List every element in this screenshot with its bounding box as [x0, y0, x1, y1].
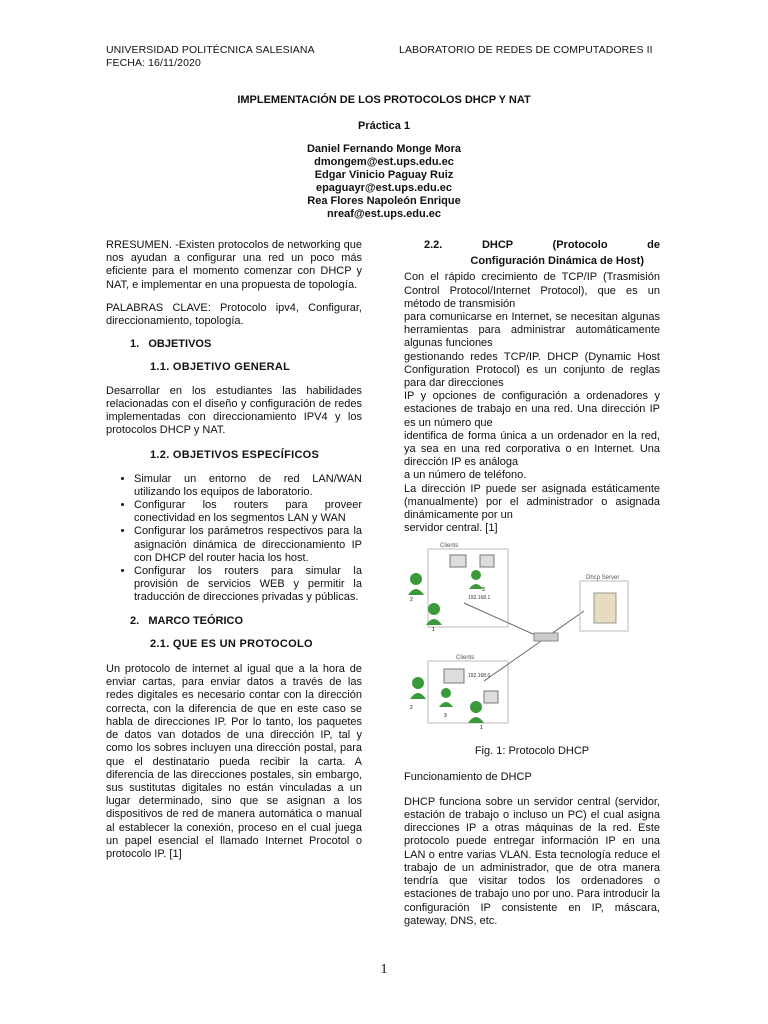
author-email: nreaf@est.ups.edu.ec — [326, 208, 442, 220]
computer-icon — [444, 669, 464, 683]
dhcp-line: a un número de teléfono. — [404, 469, 527, 482]
dhcp-function-paragraph: DHCP funciona sobre un servidor central (servidor, estación de trabajo o incluso un PC) el cual asigna direcciones IP a otras máquinas de la red. Este protocolo puede entregar información IP en una LAN o entre varias VLAN. Esta tecnología reduce el trabajo de un administrador, que de otra manera tendría que visitar todos los ordenadores o estaciones de trabajo uno por uno. Para introducir la configuración IP consistente en IP, máscara, gateway, DNS, etc. — [404, 795, 660, 927]
author-name: Daniel Fernando Monge Mora — [306, 143, 461, 155]
header-university: UNIVERSIDAD POLITÉCNICA SALESIANA — [106, 44, 315, 56]
clients-label-bottom: Clients — [456, 655, 475, 662]
user-icon — [470, 701, 482, 713]
dhcp-line: gestionando redes TCP/IP. DHCP (Dynamic Host Configuration Protocol) es un conjunto de reglas para dar direcciones — [404, 350, 660, 390]
computer-icon — [450, 555, 466, 567]
figure-caption: Fig. 1: Protocolo DHCP — [474, 745, 590, 758]
protocol-paragraph: Un protocolo de internet al igual que a la hora de enviar cartas, para enviar datos a través de las redes digitales es necesario contar con la dirección correcta, con la diferencia de que en este caso se habla de direcciones IP. Por lo tanto, los paquetes de datos van dotados de una dirección IP, tal y como los sobres incluyen una dirección postal, para que el destinatario pueda recibir la carta. A diferencia de las direcciones postales, sin embargo, sus sustitutas digitales no están vinculadas a un lugar determinado, sino que se asignan a los dispositivos de red de manera automática o manual al establecer la conexión, proceso en el cual juega un papel esencial el llamado Internet Procotol o protocolo IP. [1] — [106, 663, 362, 860]
host-number: 1 — [432, 627, 435, 634]
section-heading-cont: Configuración Dinámica de Host) — [470, 255, 644, 268]
switch-icon — [534, 633, 558, 641]
user-icon — [441, 688, 451, 698]
section-heading: 1.2. OBJETIVOS ESPECÍFICOS — [150, 449, 320, 462]
authors-block — [0, 143, 768, 221]
computer-icon — [484, 691, 498, 703]
host-number: 3 — [444, 713, 447, 720]
user-icon — [412, 677, 424, 689]
ip-label-top: 192.168.1 — [468, 595, 491, 602]
list-item: • Configurar los routers para simular la provisión de servicios WEB y permitir la traducción de direcciones privadas y públicas. — [134, 565, 362, 605]
document-title: IMPLEMENTACIÓN DE LOS PROTOCOLOS DHCP Y NAT — [237, 94, 531, 106]
author-email: dmongem@est.ups.edu.ec — [314, 156, 454, 168]
section-heading: 2.2. DHCP (Protocolo de — [424, 239, 660, 251]
practice-label: Práctica 1 — [358, 120, 410, 132]
keywords: PALABRAS CLAVE: Protocolo ipv4, Configurar, direccionamiento, topología. — [106, 301, 362, 328]
section-heading: 2. MARCO TEÓRICO — [130, 614, 244, 627]
network-diagram — [404, 541, 654, 731]
server-icon — [594, 593, 616, 623]
dhcp-line: Con el rápido crecimiento de TCP/IP (Trasmisión Control Protocol/Internet Protocol), que es un método de transmisión — [404, 271, 660, 310]
section-heading: 2.1. QUE ES UN PROTOCOLO — [150, 637, 313, 650]
clients-group-top — [428, 549, 508, 627]
abstract: RRESUMEN. -Existen protocolos de networking que nos ayudan a configurar una red un poco más eficiente para el momento comenzar con DHCP y NAT, e implementar en una propuesta de topología. — [106, 239, 362, 291]
author-name: Rea Flores Napoleón Enrique — [307, 195, 461, 207]
header-lab: LABORATORIO DE REDES DE COMPUTADORES II — [399, 44, 653, 56]
page-number: 1 — [380, 962, 388, 977]
general-objective: Desarrollar en los estudiantes las habilidades relacionadas con el diseño y configuración de redes implementadas con direccionamiento IPV4 y los protocolos DHCP y NAT. — [106, 384, 362, 437]
dhcp-line: La dirección IP puede ser asignada estáticamente (manualmente) por el administrador o asignada dinámicamente por un — [404, 482, 660, 522]
host-number: 2 — [410, 597, 413, 604]
list-item: • Configurar los routers para proveer conectividad en los segmentos LAN y WAN — [134, 499, 362, 525]
ip-label-bottom: 192.168.0 — [468, 673, 491, 680]
clients-label-top: Clients — [440, 543, 459, 550]
section-heading: 1. OBJETIVOS — [130, 338, 212, 351]
dhcp-line: servidor central. [1] — [404, 522, 498, 535]
host-number: 2 — [410, 705, 413, 712]
header-date: FECHA: 16/11/2020 — [106, 57, 201, 69]
dhcp-line: IP y opciones de configuración a ordenadores y estaciones de trabajo en una red. Una dirección IP es un número que — [404, 390, 660, 429]
section-heading: 1.1. OBJETIVO GENERAL — [150, 361, 291, 374]
objectives-list — [106, 473, 362, 605]
server-label: Dhcp Server — [586, 575, 620, 582]
left-column — [106, 239, 362, 871]
author-name: Edgar Vinicio Paguay Ruiz — [314, 169, 454, 181]
user-icon — [428, 603, 440, 615]
user-icon — [410, 573, 422, 585]
subsection-title: Funcionamiento de DHCP — [404, 770, 532, 783]
host-number: 1 — [480, 725, 483, 732]
user-icon — [471, 570, 481, 580]
dhcp-line: identifica de forma única a un ordenador en la red, ya sea en una red corporativa o en Internet. Una dirección IP es análoga — [404, 429, 660, 469]
computer-icon — [480, 555, 494, 567]
host-number: 3 — [482, 587, 485, 594]
dhcp-line: para comunicarse en Internet, se necesitan algunas herramientas para administrar automáticamente algunas funciones — [404, 311, 660, 350]
right-column — [404, 239, 660, 938]
dhcp-network-figure — [404, 541, 654, 731]
list-item: • Configurar los parámetros respectivos para la asignación dinámica de direccionamiento IP con DHCP del router hacia los host. — [134, 525, 362, 565]
list-item: • Simular un entorno de red LAN/WAN utilizando los equipos de laboratorio. — [134, 473, 362, 499]
author-email: epaguayr@est.ups.edu.ec — [315, 182, 453, 194]
